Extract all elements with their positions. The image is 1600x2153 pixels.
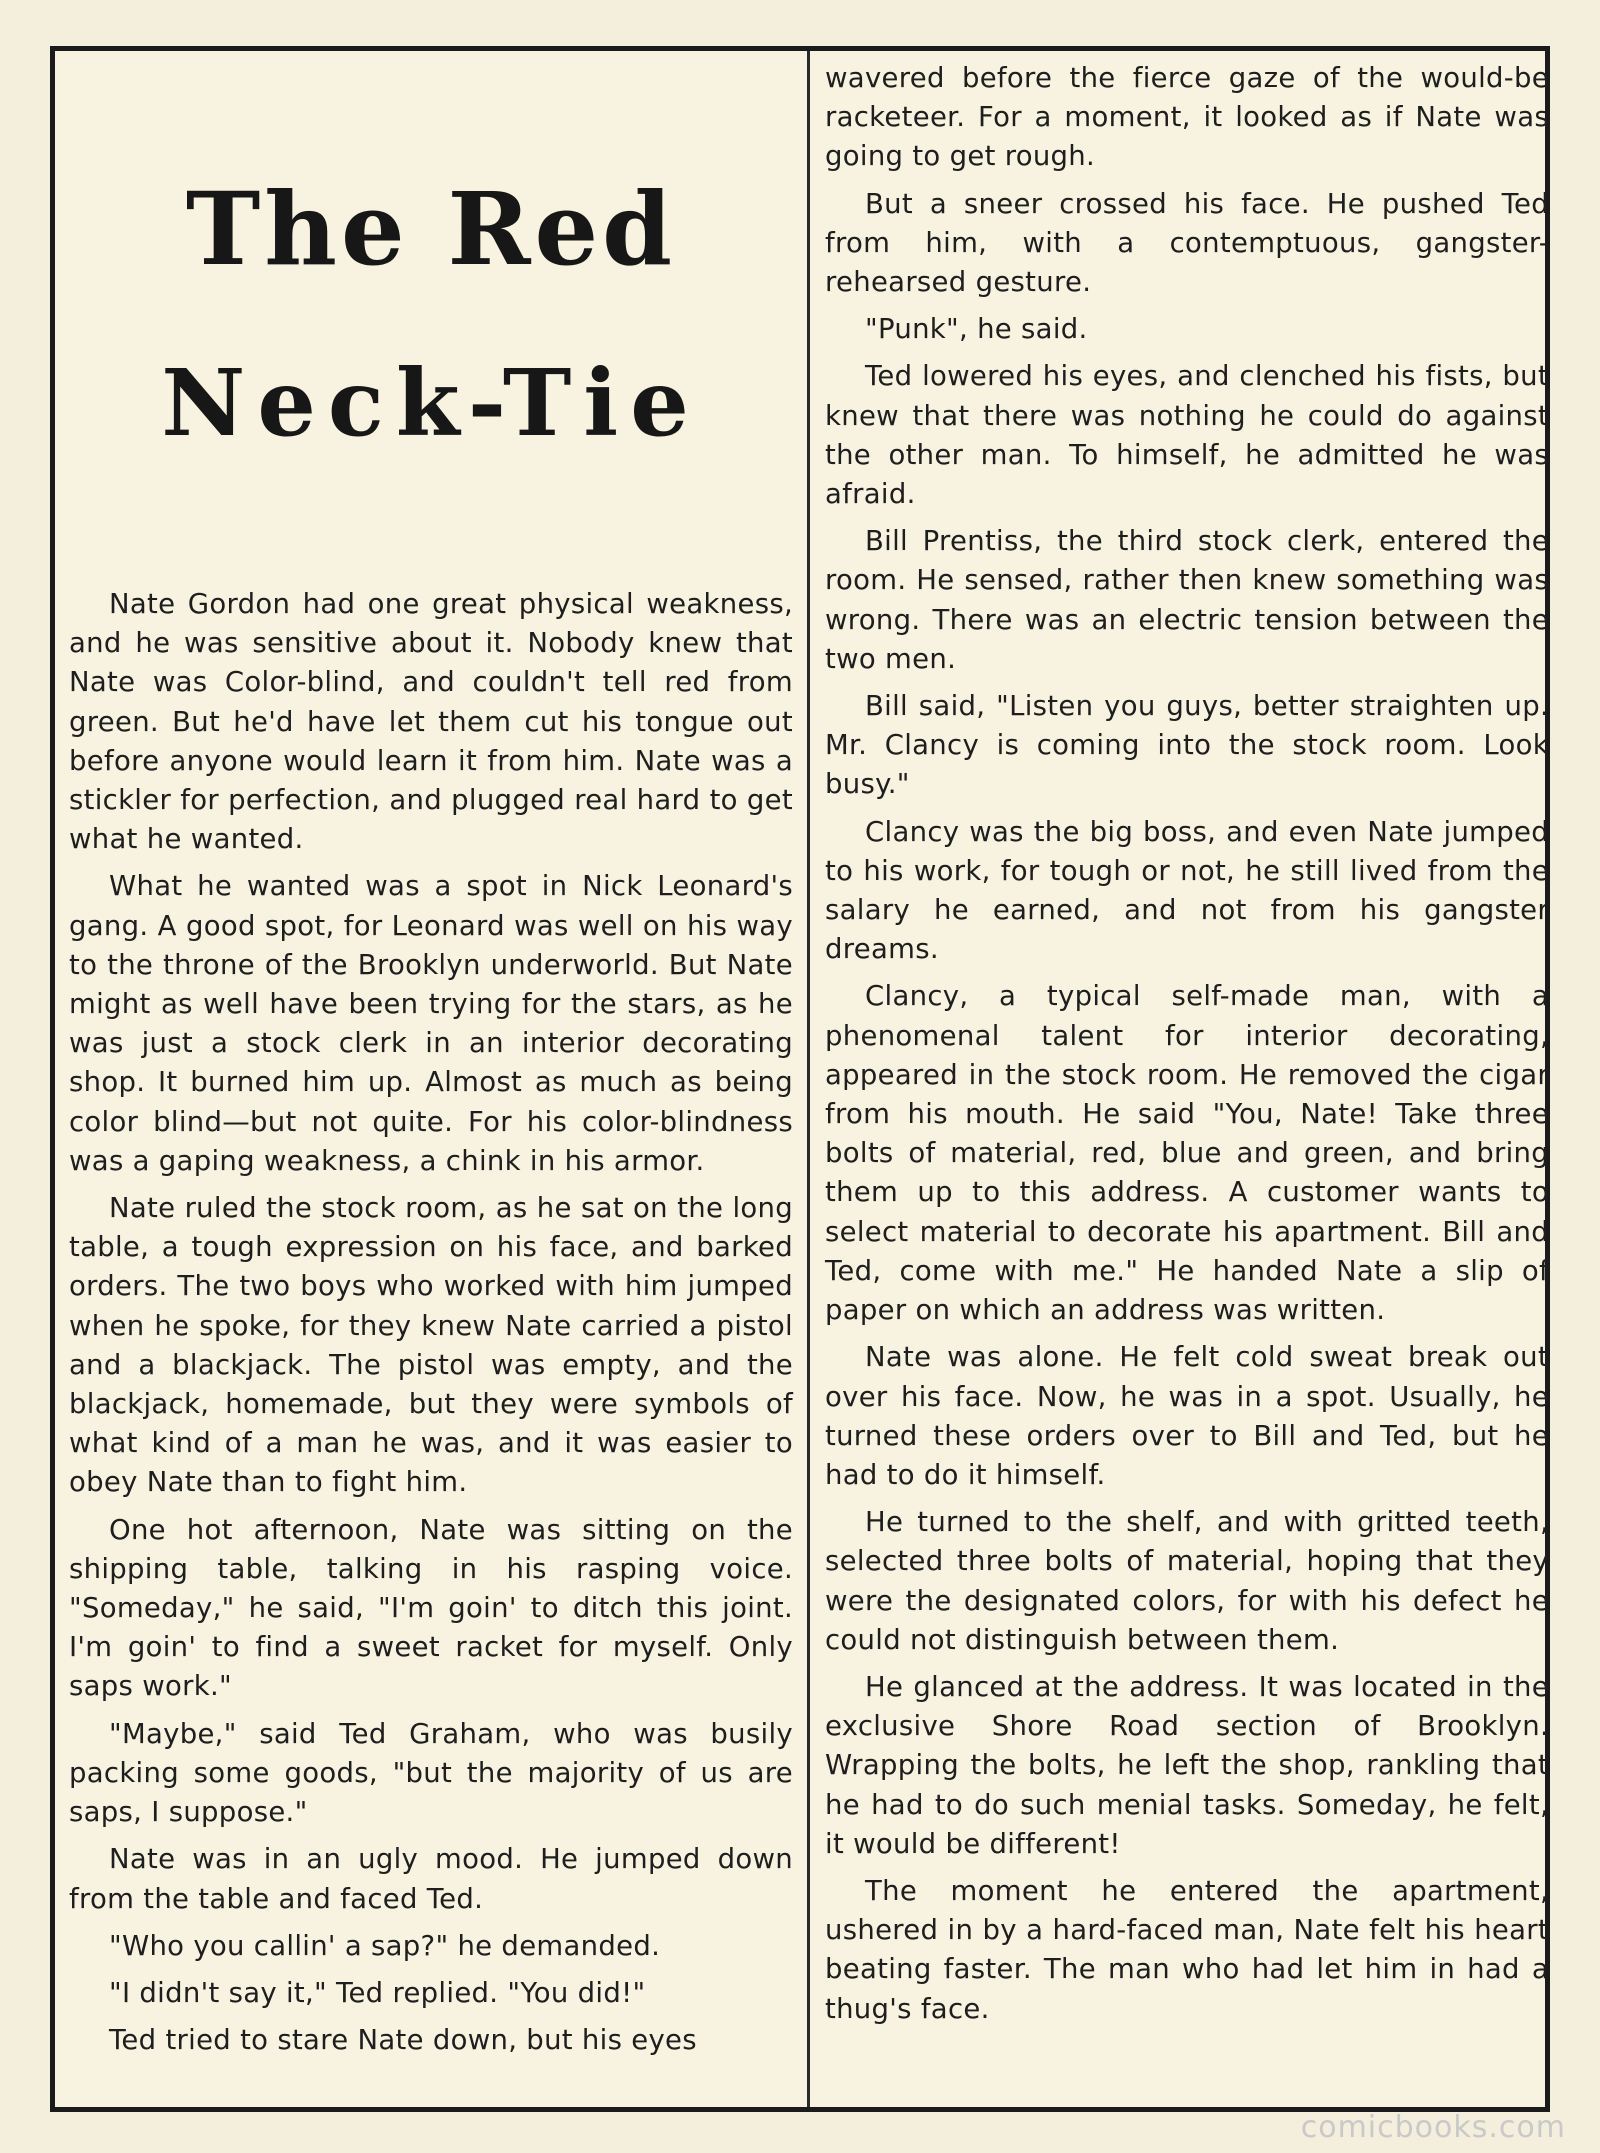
- paragraph: Bill Prentiss, the third stock clerk, entered the room. He sensed, rather then knew something was wrong. There was an electric tension between the two men.: [825, 525, 1549, 675]
- paragraph: He glanced at the address. It was located in the exclusive Shore Road section of Brooklyn. Wrapping the bolts, he left the shop, rankling that he had to do such menial tasks. Someday, he felt, it would be different!: [825, 1670, 1549, 1860]
- paragraph: Clancy was the big boss, and even Nate jumped to his work, for tough or not, he still lived from the salary he earned, and not from his gangster dreams.: [825, 815, 1549, 966]
- left-body-text: [69, 585, 793, 2060]
- paragraph: Nate ruled the stock room, as he sat on the long table, a tough expression on his face, and barked orders. The two boys who worked with him jumped when he spoke, for they knew Nate carried a pistol and a blackjack. The pistol was empty, and the blackjack, homemade, but they were symbols of what kind of a man he was, and it was easier to obey Nate than to fight him.: [69, 1192, 793, 1499]
- story-title: [69, 51, 793, 457]
- left-column: [69, 51, 793, 2068]
- paragraph: wavered before the fierce gaze of the would-be racketeer. For a moment, it looked as if Nate was going to get rough.: [825, 62, 1549, 173]
- paragraph: Bill said, "Listen you guys, better straighten up. Mr. Clancy is coming into the stock room. Look busy.": [825, 690, 1549, 801]
- paragraph: He turned to the shelf, and with gritted teeth, selected three bolts of material, hoping that they were the designated colors, for with his defect he could not distinguish between them.: [825, 1506, 1549, 1656]
- paragraph: One hot afternoon, Nate was sitting on the shipping table, talking in his rasping voice. "Someday," he said, "I'm goin' to ditch this joint. I'm goin' to find a sweet racket for myself. Only saps work.": [69, 1513, 793, 1703]
- paragraph: Clancy, a typical self-made man, with a phenomenal talent for interior decorating, appeared in the stock room. He removed the cigar from his mouth. He said "You, Nate! Take three bolts of material, red, blue and green, and bring them up to this address. A customer wants to select material to decorate his apartment. Bill and Ted, come with me." He handed Nate a slip of paper on which an address was written.: [825, 980, 1549, 1327]
- paragraph: Nate Gordon had one great physical weakness, and he was sensitive about it. Nobody knew that Nate was Color-blind, and couldn't tell red from green. But he'd have let them cut his tongue out before anyone would learn it from him. Nate was a stickler for perfection, and plugged real hard to get what he wanted.: [69, 588, 793, 856]
- paragraph: Ted tried to stare Nate down, but his eyes: [109, 2024, 697, 2057]
- paragraph: "Maybe," said Ted Graham, who was busily packing some goods, "but the majority of us are saps, I suppose.": [69, 1717, 793, 1829]
- paragraph: "I didn't say it," Ted replied. "You did!": [109, 1976, 646, 2009]
- paragraph: Nate was in an ugly mood. He jumped down from the table and faced Ted.: [69, 1843, 793, 1915]
- site-watermark: comicbooks.com: [1300, 2110, 1566, 2145]
- column-divider: [807, 51, 810, 2107]
- title-line-2: Neck-Tie: [161, 349, 701, 457]
- paragraph: The moment he entered the apartment, ushered in by a hard-faced man, Nate felt his heart beating faster. The man who had let him in had a thug's face.: [825, 1874, 1549, 2025]
- story-page: [50, 46, 1550, 2112]
- paragraph: Nate was alone. He felt cold sweat break out over his face. Now, he was in a spot. Usually, he turned these orders over to Bill and Ted, but he had to do it himself.: [825, 1341, 1549, 1491]
- paragraph: "Punk", he said.: [865, 313, 1088, 346]
- right-column: [825, 51, 1549, 2037]
- paragraph: But a sneer crossed his face. He pushed Ted from him, with a contemptuous, gangster-rehearsed gesture.: [825, 187, 1549, 299]
- paragraph: What he wanted was a spot in Nick Leonard's gang. A good spot, for Leonard was well on his way to the throne of the Brooklyn underworld. But Nate might as well have been trying for the stars, as he was just a stock clerk in an interior decorating shop. It burned him up. Almost as much as being color blind—but not quite. For his color-blindness was a gaping weakness, a chink in his armor.: [69, 870, 793, 1177]
- paragraph: Ted lowered his eyes, and clenched his fists, but knew that there was nothing he could do against the other man. To himself, he admitted he was afraid.: [825, 360, 1549, 511]
- title-line-1: The Red: [185, 170, 677, 288]
- paragraph: "Who you callin' a sap?" he demanded.: [109, 1929, 661, 1962]
